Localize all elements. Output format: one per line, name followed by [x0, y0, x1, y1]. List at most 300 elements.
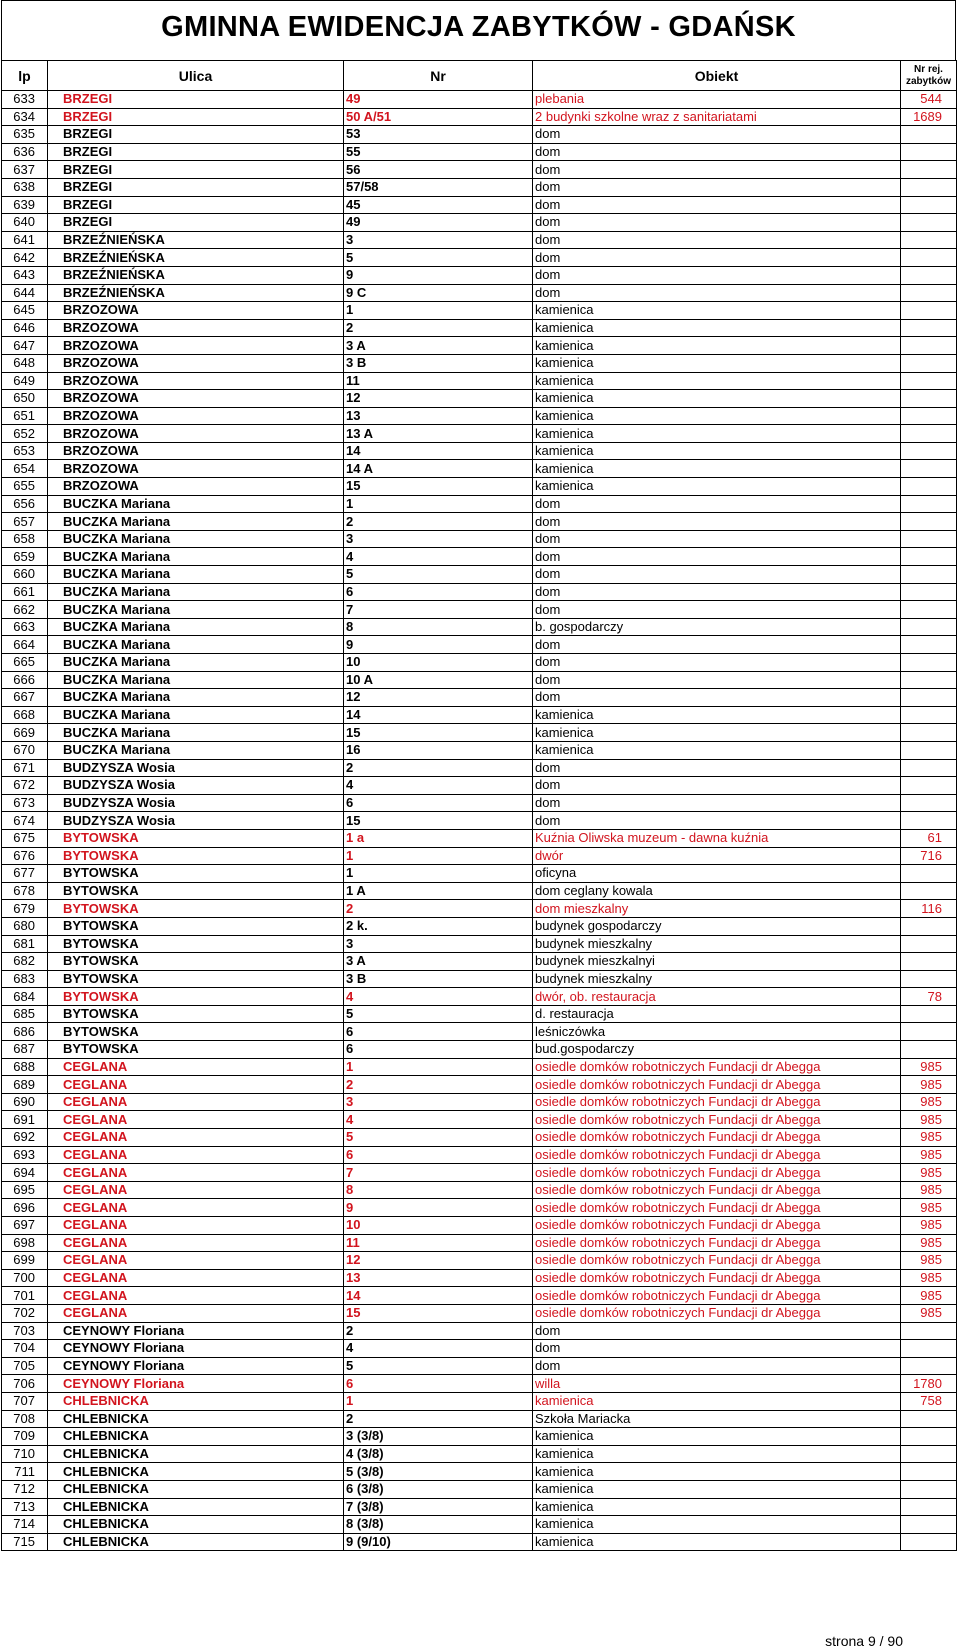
cell-obiekt: Szkoła Mariacka — [533, 1410, 901, 1428]
cell-nr-rej — [901, 1463, 957, 1481]
table-row — [2, 1375, 957, 1393]
table-row — [2, 636, 957, 654]
cell-nr: 1 — [344, 1058, 533, 1076]
cell-lp: 708 — [2, 1410, 48, 1428]
cell-lp: 660 — [2, 566, 48, 584]
table-row — [2, 1498, 957, 1516]
cell-nr-rej: 61 — [901, 829, 957, 847]
cell-obiekt: osiedle domków robotniczych Fundacji dr Abegga — [533, 1181, 901, 1199]
cell-nr: 15 — [344, 478, 533, 496]
cell-nr: 5 (3/8) — [344, 1463, 533, 1481]
cell-ulica: CEYNOWY Floriana — [48, 1357, 344, 1375]
cell-ulica: CEGLANA — [48, 1129, 344, 1147]
cell-nr: 4 — [344, 988, 533, 1006]
cell-ulica: BYTOWSKA — [48, 935, 344, 953]
cell-nr-rej: 985 — [901, 1181, 957, 1199]
table-row — [2, 794, 957, 812]
cell-ulica: CEGLANA — [48, 1287, 344, 1305]
cell-lp: 714 — [2, 1516, 48, 1534]
table-row — [2, 302, 957, 320]
cell-ulica: BUCZKA Mariana — [48, 689, 344, 707]
cell-obiekt: dom — [533, 812, 901, 830]
cell-nr: 6 — [344, 1041, 533, 1059]
cell-ulica: BRZOZOWA — [48, 390, 344, 408]
table-row — [2, 1181, 957, 1199]
cell-lp: 636 — [2, 143, 48, 161]
cell-obiekt: dom — [533, 214, 901, 232]
cell-lp: 710 — [2, 1445, 48, 1463]
cell-lp: 670 — [2, 741, 48, 759]
header-nr: Nr — [344, 61, 533, 91]
cell-nr-rej — [901, 566, 957, 584]
table-row — [2, 425, 957, 443]
cell-nr: 13 A — [344, 425, 533, 443]
cell-nr: 9 — [344, 266, 533, 284]
cell-obiekt: osiedle domków robotniczych Fundacji dr Abegga — [533, 1304, 901, 1322]
cell-lp: 684 — [2, 988, 48, 1006]
cell-nr: 3 B — [344, 970, 533, 988]
header-obiekt: Obiekt — [533, 61, 901, 91]
cell-obiekt: dom — [533, 513, 901, 531]
cell-ulica: BYTOWSKA — [48, 1005, 344, 1023]
cell-obiekt: kamienica — [533, 1498, 901, 1516]
cell-obiekt: kamienica — [533, 407, 901, 425]
cell-ulica: BRZEŹNIEŃSKA — [48, 249, 344, 267]
cell-ulica: BUDZYSZA Wosia — [48, 812, 344, 830]
table-row — [2, 1111, 957, 1129]
cell-nr-rej — [901, 1498, 957, 1516]
cell-lp: 637 — [2, 161, 48, 179]
cell-lp: 706 — [2, 1375, 48, 1393]
cell-obiekt: kamienica — [533, 319, 901, 337]
cell-nr-rej — [901, 1516, 957, 1534]
table-row — [2, 777, 957, 795]
cell-nr-rej: 716 — [901, 847, 957, 865]
cell-lp: 664 — [2, 636, 48, 654]
cell-obiekt: kamienica — [533, 390, 901, 408]
cell-lp: 701 — [2, 1287, 48, 1305]
table-row — [2, 953, 957, 971]
cell-ulica: BRZEGI — [48, 178, 344, 196]
cell-nr: 6 — [344, 1146, 533, 1164]
cell-obiekt: dom — [533, 794, 901, 812]
cell-nr-rej — [901, 741, 957, 759]
cell-nr: 1 a — [344, 829, 533, 847]
table-row — [2, 988, 957, 1006]
cell-nr-rej: 985 — [901, 1269, 957, 1287]
cell-nr-rej — [901, 759, 957, 777]
cell-lp: 713 — [2, 1498, 48, 1516]
cell-obiekt: leśniczówka — [533, 1023, 901, 1041]
table-row — [2, 1146, 957, 1164]
cell-lp: 639 — [2, 196, 48, 214]
cell-lp: 682 — [2, 953, 48, 971]
cell-ulica: CEGLANA — [48, 1269, 344, 1287]
cell-lp: 678 — [2, 882, 48, 900]
cell-nr-rej — [901, 1357, 957, 1375]
cell-lp: 654 — [2, 460, 48, 478]
cell-ulica: BYTOWSKA — [48, 882, 344, 900]
cell-lp: 648 — [2, 354, 48, 372]
cell-nr: 2 — [344, 1076, 533, 1094]
table-row — [2, 91, 957, 109]
cell-lp: 634 — [2, 108, 48, 126]
cell-nr-rej: 1780 — [901, 1375, 957, 1393]
cell-lp: 640 — [2, 214, 48, 232]
cell-ulica: BRZOZOWA — [48, 478, 344, 496]
cell-lp: 695 — [2, 1181, 48, 1199]
cell-ulica: BYTOWSKA — [48, 917, 344, 935]
cell-obiekt: dom — [533, 759, 901, 777]
table-row — [2, 935, 957, 953]
cell-obiekt: kamienica — [533, 460, 901, 478]
cell-nr: 3 A — [344, 337, 533, 355]
cell-nr: 7 — [344, 601, 533, 619]
cell-lp: 693 — [2, 1146, 48, 1164]
cell-nr: 3 A — [344, 953, 533, 971]
cell-lp: 665 — [2, 654, 48, 672]
cell-nr-rej — [901, 390, 957, 408]
cell-ulica: BRZOZOWA — [48, 425, 344, 443]
cell-nr-rej — [901, 1041, 957, 1059]
cell-obiekt: b. gospodarczy — [533, 618, 901, 636]
page-number: strona 9 / 90 — [825, 1633, 903, 1649]
cell-nr-rej — [901, 337, 957, 355]
table-row — [2, 1199, 957, 1217]
cell-obiekt: kamienica — [533, 741, 901, 759]
cell-obiekt: osiedle domków robotniczych Fundacji dr Abegga — [533, 1287, 901, 1305]
table-row — [2, 865, 957, 883]
cell-nr: 9 (9/10) — [344, 1533, 533, 1551]
cell-obiekt: dom — [533, 231, 901, 249]
cell-obiekt: dom — [533, 548, 901, 566]
table-row — [2, 1164, 957, 1182]
cell-lp: 662 — [2, 601, 48, 619]
table-row — [2, 143, 957, 161]
cell-ulica: BRZEŹNIEŃSKA — [48, 266, 344, 284]
cell-ulica: BUCZKA Mariana — [48, 583, 344, 601]
cell-ulica: BRZOZOWA — [48, 460, 344, 478]
cell-obiekt: osiedle domków robotniczych Fundacji dr Abegga — [533, 1146, 901, 1164]
table-row — [2, 759, 957, 777]
table-row — [2, 1340, 957, 1358]
cell-nr-rej — [901, 917, 957, 935]
cell-obiekt: kamienica — [533, 442, 901, 460]
table-row — [2, 654, 957, 672]
cell-ulica: BUCZKA Mariana — [48, 566, 344, 584]
cell-ulica: BUCZKA Mariana — [48, 548, 344, 566]
table-row — [2, 161, 957, 179]
cell-nr: 1 — [344, 302, 533, 320]
cell-nr-rej — [901, 1480, 957, 1498]
cell-obiekt: kamienica — [533, 1463, 901, 1481]
cell-obiekt: osiedle domków robotniczych Fundacji dr Abegga — [533, 1252, 901, 1270]
cell-lp: 676 — [2, 847, 48, 865]
cell-obiekt: kamienica — [533, 1480, 901, 1498]
cell-nr: 15 — [344, 1304, 533, 1322]
cell-lp: 663 — [2, 618, 48, 636]
cell-nr: 1 — [344, 865, 533, 883]
cell-ulica: CHLEBNICKA — [48, 1516, 344, 1534]
cell-nr: 5 — [344, 1005, 533, 1023]
page-title: GMINNA EWIDENCJA ZABYTKÓW - GDAŃSK — [161, 11, 796, 43]
table-row — [2, 1392, 957, 1410]
cell-nr: 6 — [344, 1375, 533, 1393]
table-row — [2, 1041, 957, 1059]
cell-obiekt: dom — [533, 1357, 901, 1375]
cell-nr-rej: 985 — [901, 1164, 957, 1182]
cell-obiekt: kamienica — [533, 302, 901, 320]
table-row — [2, 214, 957, 232]
cell-lp: 697 — [2, 1217, 48, 1235]
cell-lp: 666 — [2, 671, 48, 689]
table-row — [2, 1410, 957, 1428]
cell-nr-rej — [901, 495, 957, 513]
cell-obiekt: budynek mieszkalnyi — [533, 953, 901, 971]
cell-nr: 3 B — [344, 354, 533, 372]
cell-nr: 14 — [344, 442, 533, 460]
cell-ulica: CEGLANA — [48, 1058, 344, 1076]
table-header-row — [2, 61, 957, 91]
table-row — [2, 1287, 957, 1305]
cell-lp: 652 — [2, 425, 48, 443]
cell-ulica: BUCZKA Mariana — [48, 724, 344, 742]
cell-nr-rej — [901, 935, 957, 953]
cell-ulica: BUCZKA Mariana — [48, 706, 344, 724]
cell-nr-rej: 985 — [901, 1217, 957, 1235]
cell-lp: 704 — [2, 1340, 48, 1358]
cell-lp: 696 — [2, 1199, 48, 1217]
cell-lp: 669 — [2, 724, 48, 742]
cell-nr: 14 — [344, 706, 533, 724]
cell-lp: 650 — [2, 390, 48, 408]
cell-obiekt: budynek mieszkalny — [533, 970, 901, 988]
cell-nr-rej — [901, 794, 957, 812]
cell-obiekt: dwór, ob. restauracja — [533, 988, 901, 1006]
table-row — [2, 354, 957, 372]
table-row — [2, 1129, 957, 1147]
cell-nr-rej — [901, 284, 957, 302]
cell-nr: 6 — [344, 1023, 533, 1041]
cell-nr-rej: 78 — [901, 988, 957, 1006]
cell-obiekt: osiedle domków robotniczych Fundacji dr Abegga — [533, 1129, 901, 1147]
cell-nr-rej — [901, 865, 957, 883]
cell-obiekt: dom — [533, 1340, 901, 1358]
cell-nr-rej — [901, 1445, 957, 1463]
cell-ulica: BRZOZOWA — [48, 442, 344, 460]
cell-nr: 13 — [344, 407, 533, 425]
cell-lp: 681 — [2, 935, 48, 953]
cell-ulica: CHLEBNICKA — [48, 1463, 344, 1481]
cell-nr-rej: 1689 — [901, 108, 957, 126]
cell-nr-rej: 758 — [901, 1392, 957, 1410]
cell-lp: 672 — [2, 777, 48, 795]
cell-obiekt: kamienica — [533, 1428, 901, 1446]
cell-lp: 658 — [2, 530, 48, 548]
cell-ulica: BUCZKA Mariana — [48, 601, 344, 619]
cell-obiekt: dom — [533, 126, 901, 144]
cell-obiekt: willa — [533, 1375, 901, 1393]
cell-nr-rej — [901, 1428, 957, 1446]
cell-obiekt: kamienica — [533, 337, 901, 355]
cell-obiekt: 2 budynki szkolne wraz z sanitariatami — [533, 108, 901, 126]
cell-obiekt: dom mieszkalny — [533, 900, 901, 918]
cell-ulica: BYTOWSKA — [48, 900, 344, 918]
cell-ulica: CEGLANA — [48, 1199, 344, 1217]
cell-nr: 9 — [344, 1199, 533, 1217]
cell-nr: 11 — [344, 372, 533, 390]
cell-lp: 635 — [2, 126, 48, 144]
cell-nr: 7 — [344, 1164, 533, 1182]
cell-obiekt: dom ceglany kowala — [533, 882, 901, 900]
cell-ulica: BYTOWSKA — [48, 953, 344, 971]
table-row — [2, 196, 957, 214]
cell-obiekt: osiedle domków robotniczych Fundacji dr Abegga — [533, 1058, 901, 1076]
cell-lp: 642 — [2, 249, 48, 267]
cell-nr: 12 — [344, 390, 533, 408]
cell-lp: 683 — [2, 970, 48, 988]
header-nr-rej-line1: Nr rej. — [914, 63, 943, 75]
cell-obiekt: dom — [533, 143, 901, 161]
cell-nr-rej — [901, 882, 957, 900]
cell-nr-rej: 985 — [901, 1252, 957, 1270]
cell-nr-rej — [901, 777, 957, 795]
cell-nr: 1 A — [344, 882, 533, 900]
cell-lp: 633 — [2, 91, 48, 109]
cell-lp: 649 — [2, 372, 48, 390]
cell-nr-rej — [901, 214, 957, 232]
cell-nr: 50 A/51 — [344, 108, 533, 126]
table-row — [2, 319, 957, 337]
cell-nr-rej: 985 — [901, 1058, 957, 1076]
cell-ulica: BRZEGI — [48, 214, 344, 232]
table-row — [2, 917, 957, 935]
cell-ulica: BRZEGI — [48, 108, 344, 126]
cell-obiekt: plebania — [533, 91, 901, 109]
cell-ulica: BUCZKA Mariana — [48, 654, 344, 672]
cell-lp: 686 — [2, 1023, 48, 1041]
cell-lp: 715 — [2, 1533, 48, 1551]
table-row — [2, 566, 957, 584]
cell-ulica: BYTOWSKA — [48, 988, 344, 1006]
cell-lp: 705 — [2, 1357, 48, 1375]
cell-obiekt: dom — [533, 689, 901, 707]
table-row — [2, 284, 957, 302]
cell-lp: 643 — [2, 266, 48, 284]
cell-ulica: BRZOZOWA — [48, 407, 344, 425]
cell-nr: 4 (3/8) — [344, 1445, 533, 1463]
cell-obiekt: dom — [533, 636, 901, 654]
cell-nr-rej: 116 — [901, 900, 957, 918]
cell-nr-rej: 985 — [901, 1093, 957, 1111]
cell-ulica: CEYNOWY Floriana — [48, 1375, 344, 1393]
cell-lp: 673 — [2, 794, 48, 812]
table-row — [2, 1357, 957, 1375]
cell-ulica: CEYNOWY Floriana — [48, 1322, 344, 1340]
cell-ulica: BUCZKA Mariana — [48, 495, 344, 513]
cell-ulica: CHLEBNICKA — [48, 1533, 344, 1551]
cell-nr-rej: 985 — [901, 1111, 957, 1129]
cell-nr: 4 — [344, 548, 533, 566]
cell-ulica: BRZOZOWA — [48, 302, 344, 320]
cell-lp: 687 — [2, 1041, 48, 1059]
cell-nr: 8 — [344, 1181, 533, 1199]
cell-nr: 57/58 — [344, 178, 533, 196]
cell-obiekt: bud.gospodarczy — [533, 1041, 901, 1059]
cell-nr: 2 — [344, 1410, 533, 1428]
table-row — [2, 1058, 957, 1076]
cell-ulica: BYTOWSKA — [48, 1023, 344, 1041]
cell-lp: 655 — [2, 478, 48, 496]
cell-lp: 645 — [2, 302, 48, 320]
cell-nr: 10 — [344, 654, 533, 672]
cell-nr: 2 — [344, 759, 533, 777]
table-row — [2, 249, 957, 267]
cell-lp: 675 — [2, 829, 48, 847]
cell-nr-rej — [901, 636, 957, 654]
cell-nr: 12 — [344, 1252, 533, 1270]
cell-ulica: BRZOZOWA — [48, 354, 344, 372]
cell-ulica: BUDZYSZA Wosia — [48, 794, 344, 812]
table-row — [2, 108, 957, 126]
cell-nr: 5 — [344, 1129, 533, 1147]
cell-nr: 13 — [344, 1269, 533, 1287]
cell-nr-rej: 985 — [901, 1199, 957, 1217]
cell-lp: 691 — [2, 1111, 48, 1129]
cell-obiekt: budynek gospodarczy — [533, 917, 901, 935]
cell-obiekt: d. restauracja — [533, 1005, 901, 1023]
cell-lp: 699 — [2, 1252, 48, 1270]
cell-obiekt: dom — [533, 178, 901, 196]
cell-nr-rej — [901, 249, 957, 267]
cell-obiekt: kamienica — [533, 1516, 901, 1534]
cell-obiekt: kamienica — [533, 1533, 901, 1551]
cell-nr: 11 — [344, 1234, 533, 1252]
cell-obiekt: dom — [533, 495, 901, 513]
cell-lp: 646 — [2, 319, 48, 337]
cell-obiekt: dom — [533, 583, 901, 601]
cell-nr: 9 C — [344, 284, 533, 302]
cell-ulica: BRZEGI — [48, 196, 344, 214]
cell-ulica: BRZEGI — [48, 91, 344, 109]
cell-nr-rej — [901, 143, 957, 161]
header-lp: lp — [2, 61, 48, 91]
cell-ulica: BYTOWSKA — [48, 970, 344, 988]
cell-nr: 3 — [344, 935, 533, 953]
cell-nr-rej — [901, 601, 957, 619]
cell-lp: 707 — [2, 1392, 48, 1410]
cell-nr: 8 — [344, 618, 533, 636]
cell-nr: 1 — [344, 495, 533, 513]
cell-ulica: CEGLANA — [48, 1252, 344, 1270]
cell-nr-rej — [901, 302, 957, 320]
cell-lp: 698 — [2, 1234, 48, 1252]
cell-obiekt: budynek mieszkalny — [533, 935, 901, 953]
cell-obiekt: osiedle domków robotniczych Fundacji dr Abegga — [533, 1199, 901, 1217]
cell-nr-rej: 544 — [901, 91, 957, 109]
cell-nr: 49 — [344, 214, 533, 232]
cell-ulica: CHLEBNICKA — [48, 1498, 344, 1516]
cell-ulica: CEGLANA — [48, 1111, 344, 1129]
table-row — [2, 1076, 957, 1094]
table-row — [2, 548, 957, 566]
cell-nr: 6 — [344, 794, 533, 812]
cell-nr: 16 — [344, 741, 533, 759]
cell-obiekt: dom — [533, 654, 901, 672]
cell-nr-rej — [901, 1533, 957, 1551]
table-row — [2, 1533, 957, 1551]
cell-nr: 2 — [344, 900, 533, 918]
